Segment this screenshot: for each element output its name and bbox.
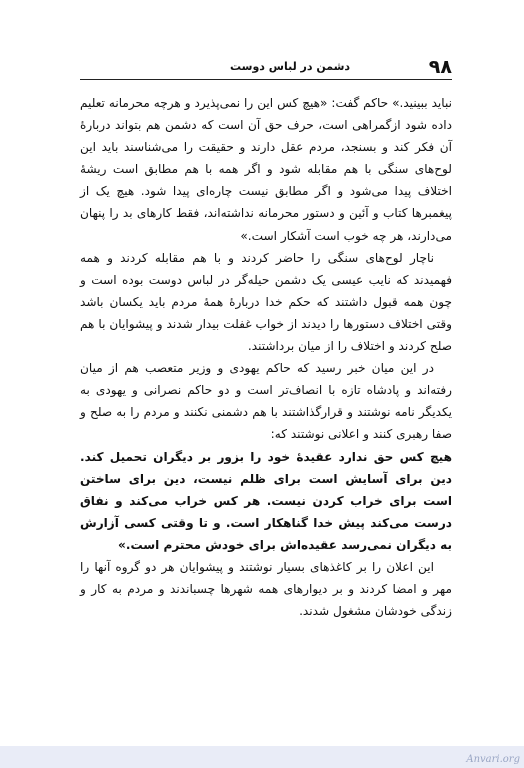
paragraph-5: این اعلان را بر کاغذهای بسیار نوشتند و پیشوایان هر دو گروه آنها را مهر و امضا کردند و بر دیوارهای همه شهرها چسباندند و مردم به کار و زندگی خودشان مشغول شدند.	[80, 559, 452, 619]
running-title: دشمن در لباس دوست	[230, 60, 351, 73]
body-text	[80, 92, 452, 622]
footer-band	[0, 746, 524, 768]
page-number: ۹۸	[428, 56, 452, 78]
paragraph-2: ناچار لوح‌های سنگی را حاضر کردند و با هم مقابله کردند و همه فهمیدند که نایب عیسی یک دشمن حیله‌گر در لباس دوست بوده است و چون همه قبول داشتند که حکم خدا دربارهٔ همهٔ مردم باید یکسان باشد وقتی اختلاف دستورها را دیدند از خواب غفلت بیدار شدند و پیشوایان با هم صلح کردند و اختلاف را از میان برداشتند.	[80, 250, 452, 354]
paragraph-3: در این میان خبر رسید که حاکم یهودی و وزیر متعصب هم از میان رفته‌اند و پادشاه تازه با انصاف‌تر است و دو حاکم نصرانی و یهودی به یکدیگر نامه نوشتند و قرارگذاشتند با هم دشمنی نکنند و مردم را به صلح و صفا رهبری کنند و اعلانی نوشتند که:	[80, 361, 452, 442]
paragraph-4-proclamation: هیچ کس حق ندارد عقیدهٔ خود را بزور بر دیگران تحمیل کند. دین برای آسایش است برای ظلم نیست، دین برای ساختن است برای خراب کردن نیست. هر کس خراب می‌کند و نفاق درست می‌کند پیش خدا گناهکار است. و تا وقتی کسی آزارش به دیگران نمی‌رسد عقیده‌اش برای خودش محترم است.»	[80, 449, 452, 552]
page-header	[80, 54, 452, 84]
paragraph-1: نباید ببینید.» حاکم گفت: «هیچ کس این را نمی‌پذیرد و هرچه محرمانه تعلیم داده شود ازگمراهی است، حرف حق آن است که دشمن هم بتواند دربارهٔ آن فکر کند و بسنجد، مردم عقل دارند و حقیقت را می‌شناسند باید این لوح‌های سنگی با هم مقابله شود و اگر همه با هم مطابق است ریشهٔ اختلاف پیدا می‌شود و اگر مطابق نیست چاره‌ای پیدا شود. هیچ یک از پیغمبرها کتاب و آئین و دستور محرمانه نداشته‌اند، فقط کارهای بد را پنهان می‌دارند، هر چه خوب است آشکار است.»	[80, 96, 452, 243]
header-rule	[80, 79, 452, 80]
watermark: Anvari.org	[466, 754, 520, 765]
